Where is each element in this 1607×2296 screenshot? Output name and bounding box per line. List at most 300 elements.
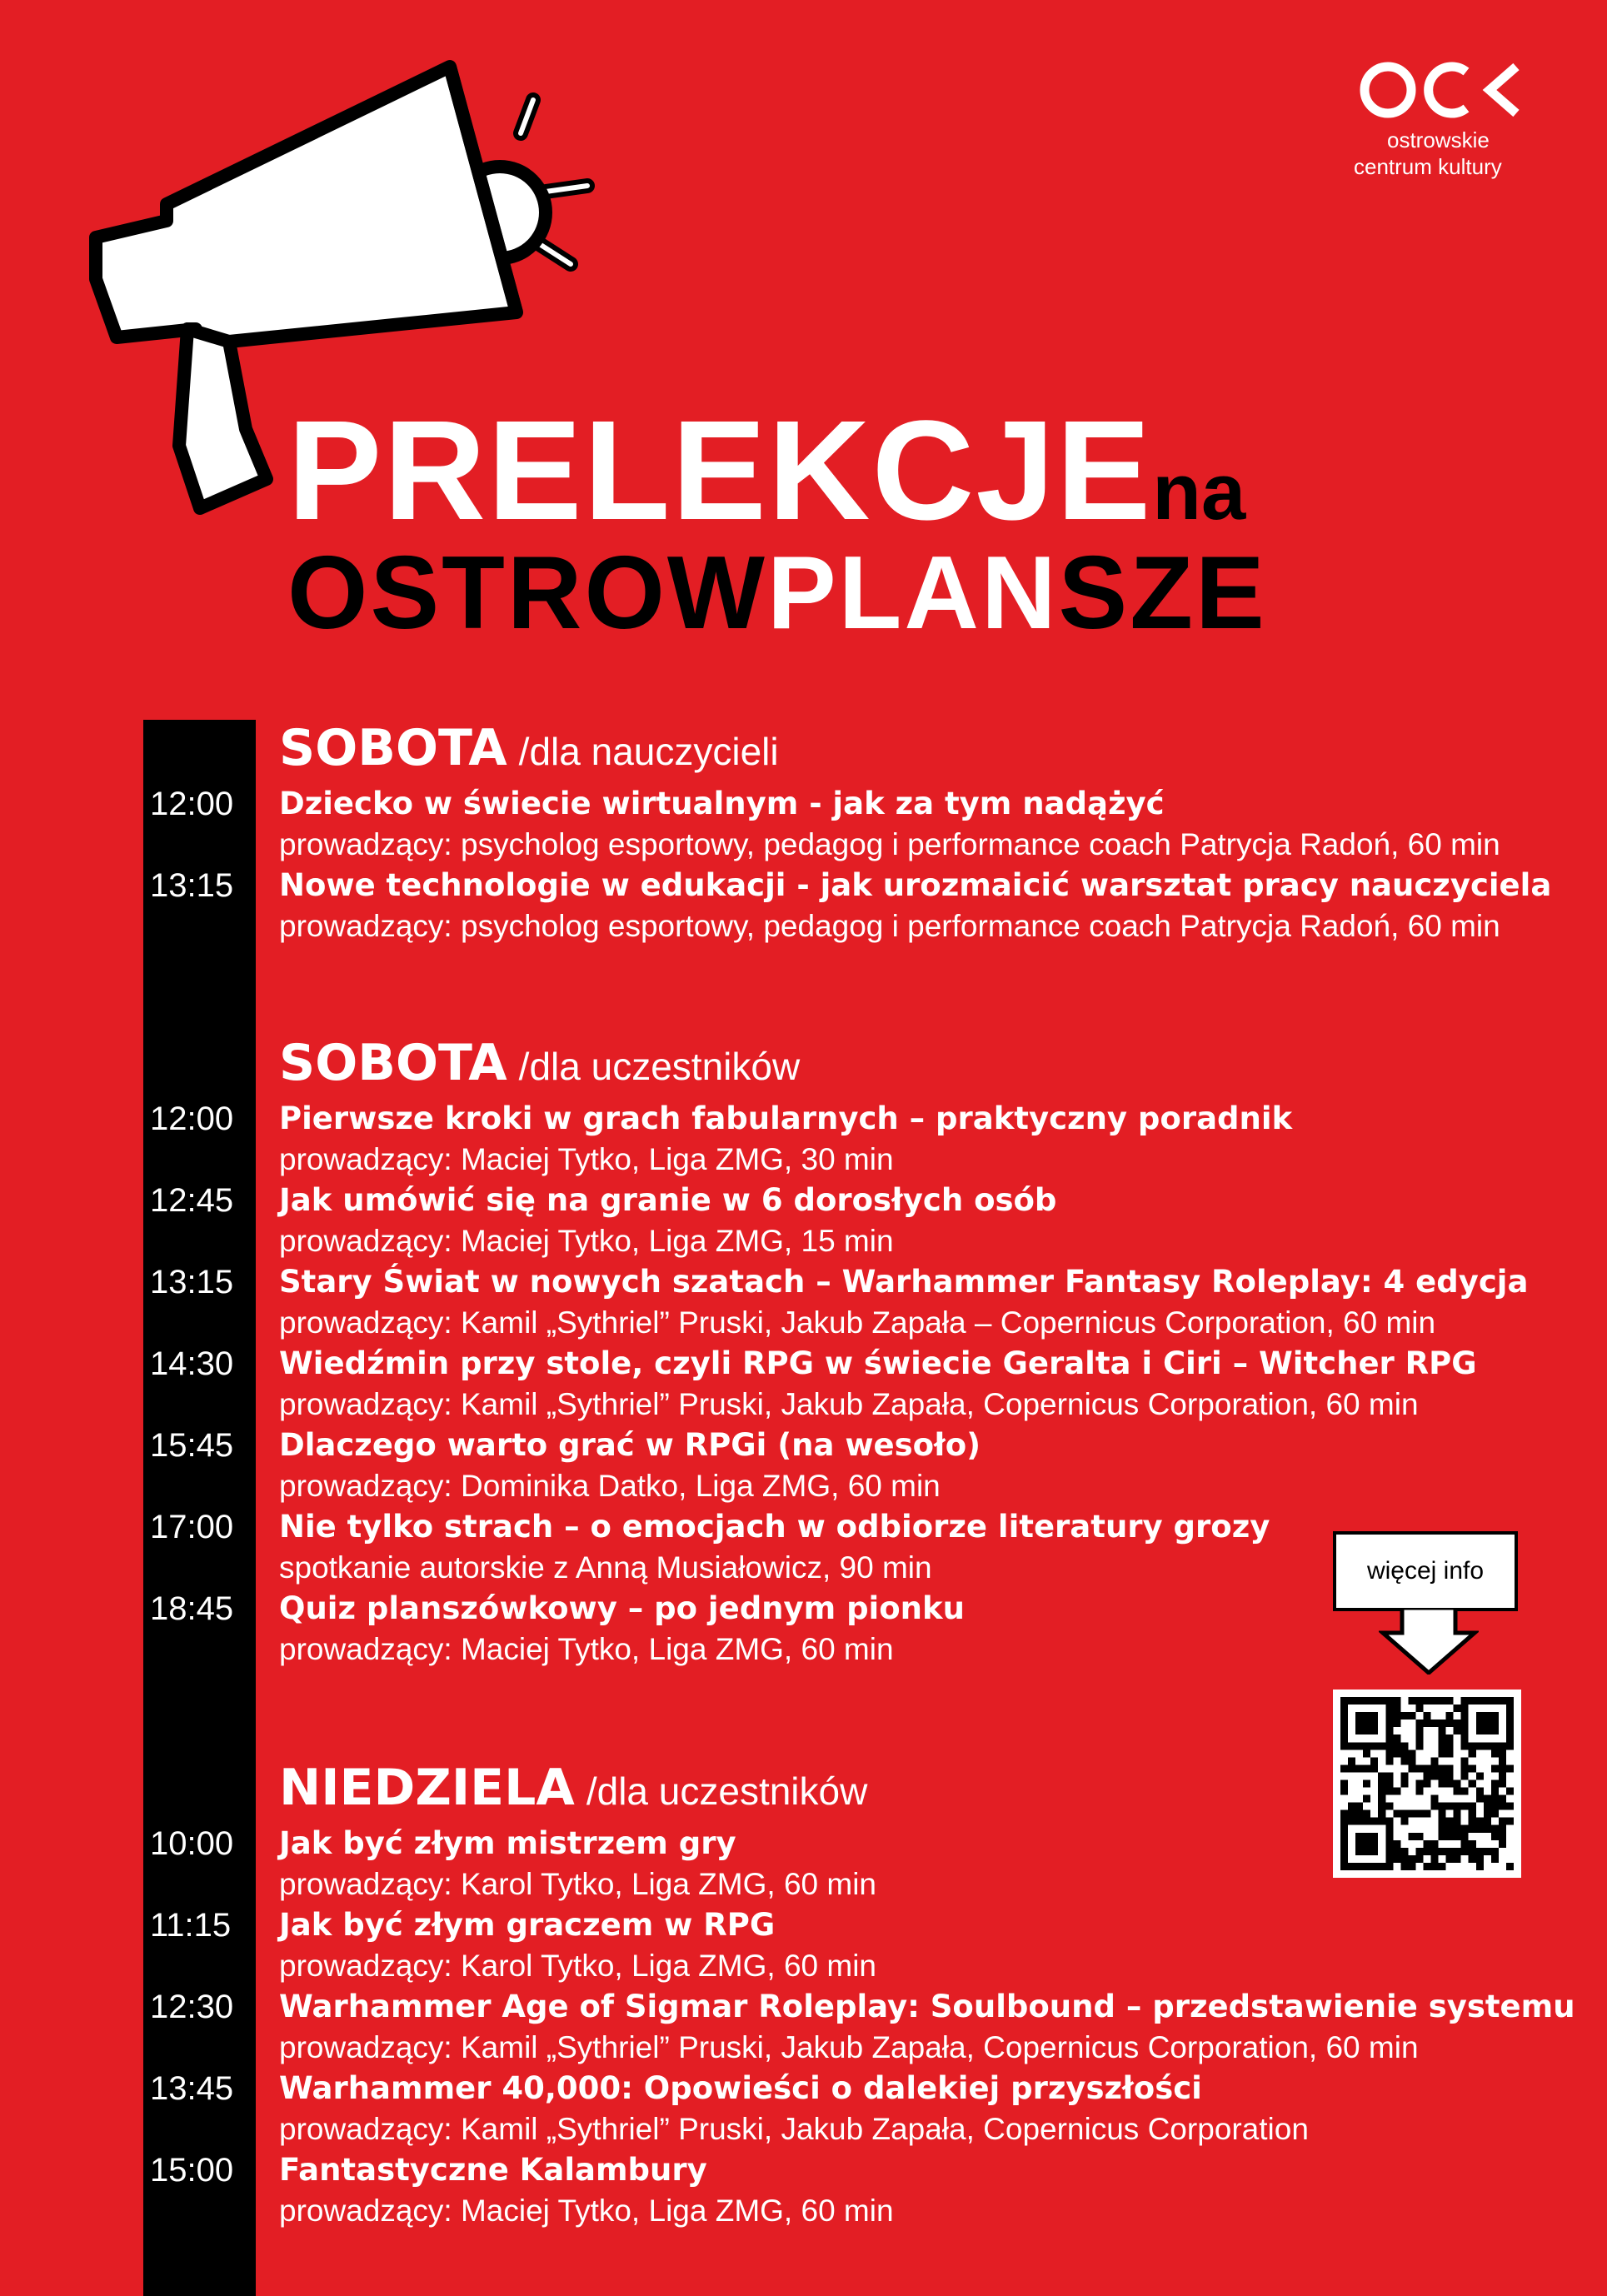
qr-module bbox=[1491, 1795, 1499, 1803]
qr-module bbox=[1484, 1810, 1491, 1818]
qr-module bbox=[1439, 1818, 1446, 1825]
qr-module bbox=[1400, 1855, 1408, 1863]
qr-module bbox=[1484, 1697, 1491, 1705]
qr-module bbox=[1461, 1788, 1469, 1795]
qr-module bbox=[1385, 1697, 1393, 1705]
item-title: Nowe technologie w edukacji - jak urozmaicić warsztat pracy nauczyciela bbox=[279, 867, 1552, 903]
title-plan: PLAN bbox=[766, 536, 1059, 651]
qr-module bbox=[1385, 1712, 1393, 1720]
qr-module bbox=[1340, 1855, 1348, 1863]
item-time: 15:45 bbox=[150, 1427, 234, 1464]
title-line2 bbox=[287, 536, 1267, 651]
qr-module bbox=[1370, 1727, 1378, 1734]
item-time: 11:15 bbox=[150, 1907, 232, 1944]
qr-module bbox=[1439, 1742, 1446, 1749]
qr-module bbox=[1439, 1825, 1446, 1833]
qr-module bbox=[1415, 1705, 1423, 1712]
qr-module bbox=[1370, 1818, 1378, 1825]
qr-module bbox=[1415, 1779, 1423, 1787]
title-sze: SZE bbox=[1058, 536, 1267, 651]
qr-module bbox=[1378, 1772, 1385, 1779]
section-day: SOBOTA bbox=[279, 719, 507, 777]
qr-module bbox=[1355, 1727, 1363, 1734]
qr-module bbox=[1439, 1727, 1446, 1734]
qr-module bbox=[1499, 1833, 1506, 1840]
qr-module bbox=[1506, 1863, 1514, 1870]
qr-module bbox=[1446, 1720, 1454, 1727]
qr-module bbox=[1461, 1742, 1469, 1749]
qr-module bbox=[1431, 1772, 1439, 1779]
qr-module bbox=[1491, 1788, 1499, 1795]
item-title: Wiedźmin przy stole, czyli RPG w świecie Geralta i Ciri – Witcher RPG bbox=[279, 1345, 1477, 1381]
item-title: Pierwsze kroki w grach fabularnych – praktyczny poradnik bbox=[279, 1101, 1293, 1136]
schedule bbox=[0, 712, 1607, 2232]
qr-module bbox=[1393, 1720, 1400, 1727]
qr-module bbox=[1355, 1863, 1363, 1870]
qr-module bbox=[1340, 1705, 1348, 1712]
qr-module bbox=[1415, 1734, 1423, 1742]
qr-module bbox=[1340, 1742, 1348, 1749]
section-audience: /dla uczestników bbox=[518, 1045, 801, 1088]
qr-module bbox=[1423, 1772, 1430, 1779]
qr-module bbox=[1461, 1833, 1469, 1840]
qr-module bbox=[1378, 1742, 1385, 1749]
qr-module bbox=[1400, 1712, 1408, 1720]
qr-module bbox=[1423, 1779, 1430, 1787]
qr-module bbox=[1370, 1742, 1378, 1749]
qr-module bbox=[1476, 1795, 1484, 1803]
qr-module bbox=[1363, 1810, 1370, 1818]
qr-module bbox=[1461, 1764, 1469, 1772]
qr-module bbox=[1378, 1697, 1385, 1705]
qr-module bbox=[1378, 1810, 1385, 1818]
section-header bbox=[0, 712, 1607, 784]
qr-module bbox=[1363, 1749, 1370, 1757]
item-host: prowadzący: Kamil „Sythriel” Pruski, Jakub Zapała, Copernicus Corporation bbox=[279, 2112, 1309, 2146]
item-title: Jak być złym mistrzem gry bbox=[279, 1825, 736, 1861]
more-info-label: więcej info bbox=[1366, 1557, 1485, 1585]
qr-module bbox=[1348, 1697, 1355, 1705]
qr-module bbox=[1431, 1720, 1439, 1727]
qr-module bbox=[1499, 1757, 1506, 1764]
qr-module bbox=[1400, 1818, 1408, 1825]
qr-module bbox=[1461, 1848, 1469, 1855]
qr-module bbox=[1393, 1810, 1400, 1818]
qr-module bbox=[1363, 1779, 1370, 1787]
qr-module bbox=[1355, 1697, 1363, 1705]
qr-module bbox=[1476, 1720, 1484, 1727]
qr-module bbox=[1385, 1848, 1393, 1855]
qr-module bbox=[1461, 1712, 1469, 1720]
qr-module bbox=[1423, 1697, 1430, 1705]
qr-module bbox=[1431, 1795, 1439, 1803]
qr-module bbox=[1348, 1803, 1355, 1810]
qr-module bbox=[1370, 1697, 1378, 1705]
qr-module bbox=[1506, 1712, 1514, 1720]
qr-module bbox=[1461, 1840, 1469, 1848]
qr-module bbox=[1431, 1840, 1439, 1848]
qr-module bbox=[1446, 1712, 1454, 1720]
qr-module bbox=[1378, 1803, 1385, 1810]
qr-module bbox=[1355, 1803, 1363, 1810]
qr-module bbox=[1499, 1772, 1506, 1779]
qr-module bbox=[1469, 1840, 1476, 1848]
qr-module bbox=[1385, 1720, 1393, 1727]
qr-module bbox=[1393, 1734, 1400, 1742]
qr-module bbox=[1439, 1764, 1446, 1772]
qr-module bbox=[1415, 1720, 1423, 1727]
qr-module bbox=[1476, 1825, 1484, 1833]
qr-module bbox=[1340, 1810, 1348, 1818]
qr-module bbox=[1385, 1825, 1393, 1833]
ock-logo-mark bbox=[1356, 57, 1523, 127]
qr-module bbox=[1363, 1720, 1370, 1727]
qr-module bbox=[1506, 1720, 1514, 1727]
qr-module bbox=[1446, 1825, 1454, 1833]
qr-module bbox=[1393, 1705, 1400, 1712]
qr-module bbox=[1423, 1848, 1430, 1855]
schedule-item bbox=[0, 2069, 1607, 2150]
qr-module bbox=[1363, 1712, 1370, 1720]
item-time: 12:00 bbox=[150, 1101, 234, 1137]
title-prelekcje: PRELEKCJE bbox=[287, 392, 1153, 550]
qr-module bbox=[1491, 1749, 1499, 1757]
qr-module bbox=[1355, 1742, 1363, 1749]
qr-code[interactable] bbox=[1333, 1690, 1521, 1878]
qr-module bbox=[1469, 1825, 1476, 1833]
qr-module bbox=[1491, 1833, 1499, 1840]
item-host: prowadzący: Maciej Tytko, Liga ZMG, 60 min bbox=[279, 2194, 894, 2228]
qr-module bbox=[1340, 1833, 1348, 1840]
title-na: na bbox=[1152, 447, 1246, 537]
qr-module bbox=[1385, 1818, 1393, 1825]
qr-module bbox=[1476, 1863, 1484, 1870]
qr-module bbox=[1385, 1772, 1393, 1779]
qr-module bbox=[1348, 1757, 1355, 1764]
qr-module bbox=[1439, 1863, 1446, 1870]
qr-module bbox=[1340, 1764, 1348, 1772]
section-audience: /dla uczestników bbox=[586, 1769, 868, 1813]
item-time: 13:45 bbox=[150, 2070, 234, 2107]
qr-module bbox=[1506, 1818, 1514, 1825]
qr-module bbox=[1400, 1863, 1408, 1870]
qr-module bbox=[1491, 1803, 1499, 1810]
qr-module bbox=[1355, 1848, 1363, 1855]
item-host: prowadzący: Kamil „Sythriel” Pruski, Jakub Zapała, Copernicus Corporation, 60 min bbox=[279, 2030, 1419, 2064]
qr-module bbox=[1439, 1848, 1446, 1855]
qr-module bbox=[1469, 1749, 1476, 1757]
qr-module bbox=[1469, 1697, 1476, 1705]
item-host: prowadzący: Maciej Tytko, Liga ZMG, 60 min bbox=[279, 1632, 894, 1666]
qr-module bbox=[1400, 1742, 1408, 1749]
qr-module bbox=[1506, 1742, 1514, 1749]
qr-module bbox=[1446, 1772, 1454, 1779]
qr-module bbox=[1340, 1779, 1348, 1787]
qr-module bbox=[1454, 1720, 1461, 1727]
qr-module bbox=[1393, 1697, 1400, 1705]
qr-module bbox=[1506, 1803, 1514, 1810]
qr-module bbox=[1461, 1757, 1469, 1764]
qr-module bbox=[1476, 1727, 1484, 1734]
schedule-item bbox=[0, 1180, 1607, 1262]
qr-module bbox=[1446, 1764, 1454, 1772]
qr-module bbox=[1454, 1855, 1461, 1863]
qr-module bbox=[1476, 1848, 1484, 1855]
qr-module bbox=[1461, 1772, 1469, 1779]
qr-module bbox=[1431, 1848, 1439, 1855]
qr-module bbox=[1340, 1825, 1348, 1833]
qr-module bbox=[1400, 1848, 1408, 1855]
item-time: 17:00 bbox=[150, 1509, 234, 1545]
qr-module bbox=[1370, 1833, 1378, 1840]
qr-module bbox=[1454, 1803, 1461, 1810]
qr-module bbox=[1431, 1764, 1439, 1772]
section-gap bbox=[0, 947, 1607, 1027]
qr-module bbox=[1484, 1720, 1491, 1727]
schedule-item bbox=[0, 866, 1607, 947]
qr-module bbox=[1348, 1764, 1355, 1772]
qr-module bbox=[1408, 1712, 1415, 1720]
qr-module bbox=[1385, 1863, 1393, 1870]
qr-module bbox=[1423, 1810, 1430, 1818]
qr-module bbox=[1476, 1855, 1484, 1863]
qr-module bbox=[1385, 1840, 1393, 1848]
qr-module bbox=[1378, 1863, 1385, 1870]
item-title: Jak być złym graczem w RPG bbox=[279, 1907, 776, 1943]
qr-module bbox=[1491, 1697, 1499, 1705]
qr-module bbox=[1484, 1795, 1491, 1803]
item-title: Nie tylko strach – o emocjach w odbiorze literatury grozy bbox=[279, 1509, 1270, 1545]
qr-module bbox=[1415, 1810, 1423, 1818]
qr-module bbox=[1484, 1848, 1491, 1855]
qr-module bbox=[1469, 1818, 1476, 1825]
qr-module bbox=[1340, 1727, 1348, 1734]
qr-module bbox=[1363, 1840, 1370, 1848]
qr-module bbox=[1469, 1803, 1476, 1810]
qr-module bbox=[1408, 1749, 1415, 1757]
item-host: prowadzący: psycholog esportowy, pedagog i performance coach Patrycja Radoń, 60 min bbox=[279, 827, 1500, 861]
qr-module bbox=[1408, 1764, 1415, 1772]
item-time: 15:00 bbox=[150, 2152, 234, 2189]
qr-module bbox=[1385, 1803, 1393, 1810]
qr-module bbox=[1393, 1712, 1400, 1720]
qr-module bbox=[1355, 1833, 1363, 1840]
qr-module bbox=[1385, 1779, 1393, 1787]
qr-module bbox=[1408, 1757, 1415, 1764]
schedule-item bbox=[0, 1425, 1607, 1507]
qr-module bbox=[1454, 1818, 1461, 1825]
qr-module bbox=[1499, 1764, 1506, 1772]
item-time: 13:15 bbox=[150, 867, 234, 904]
qr-module bbox=[1454, 1779, 1461, 1787]
qr-module bbox=[1393, 1788, 1400, 1795]
item-title: Stary Świat w nowych szatach – Warhammer Fantasy Roleplay: 4 edycja bbox=[279, 1264, 1529, 1300]
qr-module bbox=[1446, 1818, 1454, 1825]
section-day: SOBOTA bbox=[279, 1034, 507, 1092]
qr-module bbox=[1340, 1697, 1348, 1705]
qr-module bbox=[1484, 1818, 1491, 1825]
qr-module bbox=[1439, 1779, 1446, 1787]
item-title: Warhammer 40,000: Opowieści o dalekiej przyszłości bbox=[279, 2070, 1202, 2106]
qr-module bbox=[1431, 1803, 1439, 1810]
qr-module bbox=[1469, 1848, 1476, 1855]
schedule-item bbox=[0, 1344, 1607, 1425]
qr-module bbox=[1446, 1697, 1454, 1705]
title-ostrow: OSTROW bbox=[287, 536, 767, 651]
item-title: Warhammer Age of Sigmar Roleplay: Soulbound – przedstawienie systemu bbox=[279, 1989, 1575, 2024]
qr-module bbox=[1370, 1764, 1378, 1772]
qr-module bbox=[1393, 1749, 1400, 1757]
qr-module bbox=[1461, 1697, 1469, 1705]
schedule-item bbox=[0, 1905, 1607, 1987]
qr-module bbox=[1370, 1720, 1378, 1727]
qr-module bbox=[1408, 1863, 1415, 1870]
qr-module bbox=[1370, 1848, 1378, 1855]
qr-module bbox=[1340, 1818, 1348, 1825]
qr-module bbox=[1423, 1840, 1430, 1848]
qr-module bbox=[1408, 1855, 1415, 1863]
arrow-down-icon bbox=[1379, 1608, 1479, 1675]
qr-module bbox=[1439, 1803, 1446, 1810]
item-title: Dziecko w świecie wirtualnym - jak za tym nadążyć bbox=[279, 786, 1165, 821]
logo-line2: centrum kultury bbox=[1354, 154, 1502, 179]
section-header bbox=[0, 1027, 1607, 1099]
qr-module bbox=[1415, 1742, 1423, 1749]
item-host: prowadzący: Maciej Tytko, Liga ZMG, 30 min bbox=[279, 1142, 894, 1176]
qr-module bbox=[1393, 1855, 1400, 1863]
qr-module bbox=[1506, 1705, 1514, 1712]
qr-module bbox=[1491, 1764, 1499, 1772]
qr-module bbox=[1408, 1833, 1415, 1840]
section-saturday-teachers bbox=[0, 712, 1607, 947]
item-title: Fantastyczne Kalambury bbox=[279, 2152, 707, 2188]
qr-module bbox=[1499, 1825, 1506, 1833]
item-host: prowadzący: Kamil „Sythriel” Pruski, Jakub Zapała, Copernicus Corporation, 60 min bbox=[279, 1387, 1419, 1421]
qr-module bbox=[1499, 1697, 1506, 1705]
qr-module bbox=[1506, 1764, 1514, 1772]
qr-module bbox=[1385, 1855, 1393, 1863]
qr-module bbox=[1355, 1840, 1363, 1848]
qr-module bbox=[1385, 1757, 1393, 1764]
qr-module bbox=[1385, 1734, 1393, 1742]
qr-module bbox=[1370, 1863, 1378, 1870]
qr-module bbox=[1385, 1727, 1393, 1734]
qr-module bbox=[1355, 1810, 1363, 1818]
qr-module bbox=[1491, 1848, 1499, 1855]
qr-module bbox=[1476, 1712, 1484, 1720]
qr-module bbox=[1348, 1863, 1355, 1870]
item-title: Quiz planszówkowy – po jednym pionku bbox=[279, 1590, 965, 1626]
qr-module bbox=[1348, 1810, 1355, 1818]
item-host: prowadzący: Karol Tytko, Liga ZMG, 60 min bbox=[279, 1867, 877, 1901]
qr-module bbox=[1439, 1697, 1446, 1705]
qr-module bbox=[1385, 1749, 1393, 1757]
qr-module bbox=[1491, 1742, 1499, 1749]
qr-module bbox=[1348, 1818, 1355, 1825]
qr-module bbox=[1439, 1749, 1446, 1757]
qr-module bbox=[1454, 1788, 1461, 1795]
qr-module bbox=[1340, 1712, 1348, 1720]
qr-module bbox=[1385, 1742, 1393, 1749]
qr-module bbox=[1499, 1749, 1506, 1757]
qr-module bbox=[1439, 1772, 1446, 1779]
qr-module bbox=[1491, 1810, 1499, 1818]
logo-line1: ostrowskie bbox=[1387, 127, 1490, 152]
qr-module bbox=[1491, 1720, 1499, 1727]
item-time: 14:30 bbox=[150, 1345, 234, 1382]
qr-module bbox=[1454, 1833, 1461, 1840]
qr-module bbox=[1491, 1779, 1499, 1787]
qr-module bbox=[1393, 1742, 1400, 1749]
schedule-item bbox=[0, 1262, 1607, 1344]
item-time: 12:30 bbox=[150, 1989, 234, 2025]
qr-module bbox=[1431, 1697, 1439, 1705]
qr-module bbox=[1400, 1772, 1408, 1779]
qr-module bbox=[1355, 1764, 1363, 1772]
qr-module bbox=[1415, 1788, 1423, 1795]
item-host: prowadzący: Kamil „Sythriel” Pruski, Jakub Zapała – Copernicus Corporation, 60 min bbox=[279, 1305, 1436, 1340]
qr-module bbox=[1415, 1848, 1423, 1855]
qr-module bbox=[1454, 1705, 1461, 1712]
qr-module bbox=[1491, 1712, 1499, 1720]
qr-module bbox=[1484, 1742, 1491, 1749]
qr-module bbox=[1506, 1697, 1514, 1705]
qr-module bbox=[1446, 1734, 1454, 1742]
qr-module bbox=[1461, 1734, 1469, 1742]
qr-module bbox=[1439, 1720, 1446, 1727]
qr-module bbox=[1461, 1720, 1469, 1727]
qr-module bbox=[1476, 1697, 1484, 1705]
qr-module bbox=[1363, 1697, 1370, 1705]
qr-module bbox=[1506, 1734, 1514, 1742]
qr-module bbox=[1355, 1712, 1363, 1720]
qr-module bbox=[1499, 1840, 1506, 1848]
qr-module bbox=[1363, 1727, 1370, 1734]
qr-module bbox=[1393, 1840, 1400, 1848]
item-time: 13:15 bbox=[150, 1264, 234, 1300]
qr-module bbox=[1446, 1848, 1454, 1855]
schedule-item bbox=[0, 2150, 1607, 2232]
qr-module bbox=[1454, 1848, 1461, 1855]
item-title: Dlaczego warto grać w RPGi (na wesoło) bbox=[279, 1427, 981, 1463]
qr-module bbox=[1476, 1772, 1484, 1779]
more-info-box bbox=[1333, 1531, 1518, 1611]
qr-module bbox=[1415, 1697, 1423, 1705]
schedule-item bbox=[0, 1099, 1607, 1180]
qr-module bbox=[1363, 1833, 1370, 1840]
section-day: NIEDZIELA bbox=[279, 1759, 575, 1817]
qr-module bbox=[1363, 1795, 1370, 1803]
qr-module bbox=[1423, 1712, 1430, 1720]
qr-module bbox=[1499, 1795, 1506, 1803]
qr-module bbox=[1385, 1788, 1393, 1795]
qr-module bbox=[1378, 1818, 1385, 1825]
qr-module bbox=[1446, 1779, 1454, 1787]
qr-module bbox=[1439, 1734, 1446, 1742]
qr-module bbox=[1415, 1727, 1423, 1734]
qr-module bbox=[1439, 1810, 1446, 1818]
qr-module bbox=[1491, 1727, 1499, 1734]
qr-module bbox=[1378, 1779, 1385, 1787]
qr-module bbox=[1378, 1788, 1385, 1795]
item-host: prowadzący: psycholog esportowy, pedagog i performance coach Patrycja Radoń, 60 min bbox=[279, 909, 1500, 943]
schedule-item bbox=[0, 1987, 1607, 2069]
qr-module bbox=[1454, 1810, 1461, 1818]
qr-module bbox=[1499, 1742, 1506, 1749]
qr-module bbox=[1439, 1833, 1446, 1840]
qr-module bbox=[1506, 1727, 1514, 1734]
item-host: prowadzący: Dominika Datko, Liga ZMG, 60 min bbox=[279, 1469, 941, 1503]
